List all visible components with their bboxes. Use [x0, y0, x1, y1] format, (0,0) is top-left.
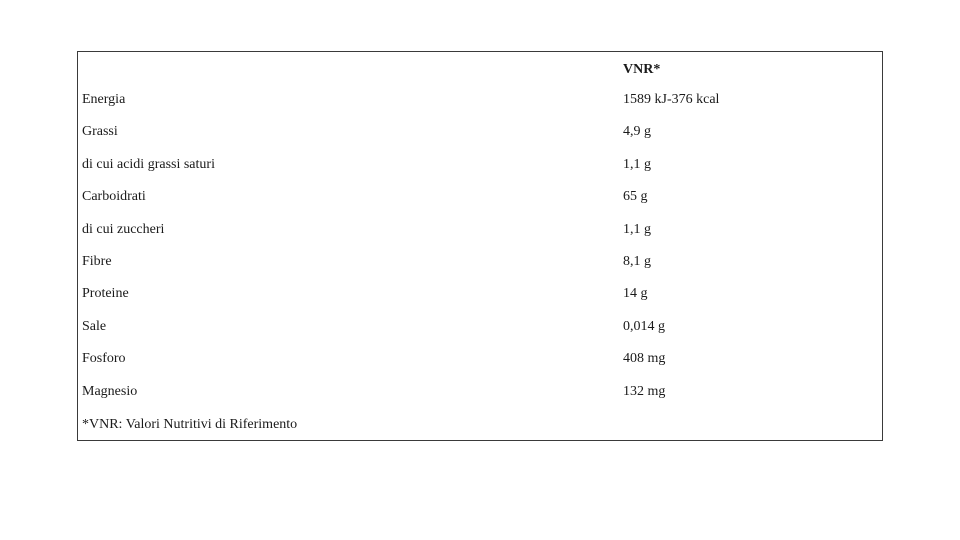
nutrient-value: 4,9 g [623, 124, 651, 140]
table-row [78, 317, 882, 349]
nutrient-name: Proteine [82, 286, 129, 302]
table-row [78, 90, 882, 122]
nutrient-value: 1,1 g [623, 156, 651, 172]
nutrient-name: di cui acidi grassi saturi [82, 156, 215, 172]
table-footnote: *VNR: Valori Nutritivi di Riferimento [82, 417, 298, 432]
nutrient-value: 132 mg [623, 383, 666, 399]
table-row [78, 187, 882, 219]
nutrient-value: 1,1 g [623, 221, 651, 237]
nutrient-value: 0,014 g [623, 318, 665, 334]
vnr-column-header: VNR* [623, 62, 661, 77]
nutrient-name: Sale [82, 318, 107, 334]
nutrient-name: Fibre [82, 253, 112, 269]
nutrient-name: Carboidrati [82, 189, 146, 205]
table-row [78, 252, 882, 284]
nutrient-name: Fosforo [82, 351, 126, 367]
nutrient-name: Magnesio [82, 383, 138, 399]
nutrient-name: di cui zuccheri [82, 221, 165, 237]
table-row [78, 349, 882, 381]
nutrient-value: 408 mg [623, 351, 666, 367]
table-row [78, 155, 882, 187]
nutrition-rows [78, 90, 882, 414]
nutrient-value: 65 g [623, 189, 648, 205]
nutrition-table [77, 51, 883, 441]
nutrient-name: Energia [82, 92, 126, 107]
table-row [78, 382, 882, 414]
nutrient-value: 1589 kJ-376 kcal [623, 92, 720, 107]
table-header-row [78, 62, 882, 82]
nutrient-value: 8,1 g [623, 253, 651, 269]
table-row [78, 284, 882, 316]
table-row [78, 220, 882, 252]
nutrient-name: Grassi [82, 124, 118, 140]
table-row [78, 122, 882, 154]
nutrient-value: 14 g [623, 286, 648, 302]
